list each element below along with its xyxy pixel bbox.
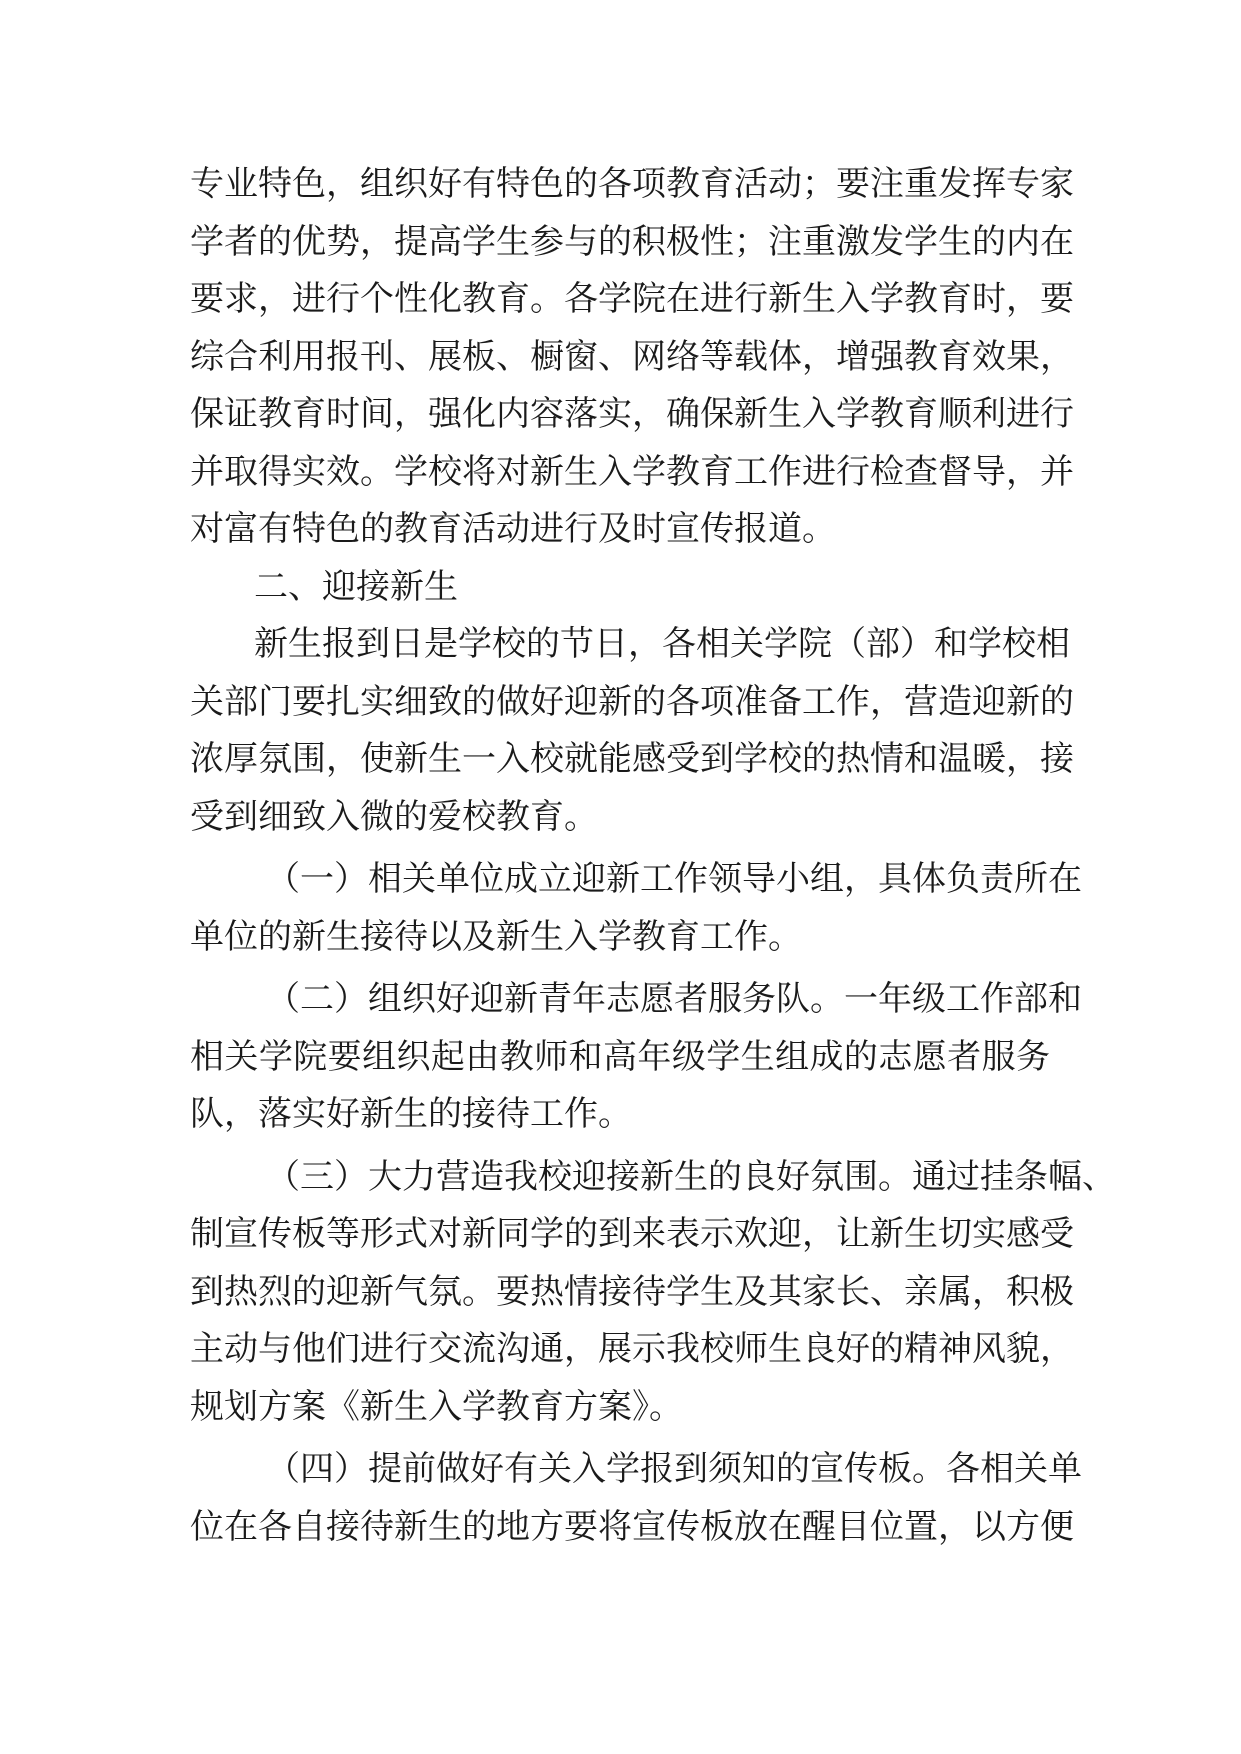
list-item-1 (190, 851, 1082, 966)
text-line: 浓厚氛围，使新生一入校就能感受到学校的热情和温暖，接 (190, 739, 1074, 779)
text-line: 到热烈的迎新气氛。要热情接待学生及其家长、亲属，积极 (190, 1271, 1074, 1312)
text-line: 规划方案《新生入学教育方案》。 (190, 1386, 683, 1427)
list-item-2 (190, 971, 1082, 1144)
list-item-3 (190, 1149, 1116, 1437)
text-line: 专业特色，组织好有特色的各项教育活动；要注重发挥专家 (190, 164, 1074, 204)
text-line: 单位的新生接待以及新生入学教育工作。 (190, 916, 802, 957)
text-line: （一）相关单位成立迎新工作领导小组，具体负责所在 (266, 859, 1082, 899)
text-line: 位在各自接待新生的地方要将宣传板放在醒目位置，以方便 (190, 1506, 1074, 1547)
list-item-4 (190, 1441, 1082, 1556)
heading-text: 二、迎接新生 (254, 566, 458, 607)
text-line: 要求，进行个性化教育。各学院在进行新生入学教育时，要 (190, 279, 1074, 319)
text-line: 新生报到日是学校的节日，各相关学院（部）和学校相 (254, 624, 1070, 664)
paragraph-continuation (190, 156, 1074, 559)
document-body (190, 156, 1116, 1556)
text-line: 主动与他们进行交流沟通，展示我校师生良好的精神风貌， (190, 1329, 1074, 1369)
text-line: 受到细致入微的爱校教育。 (190, 796, 598, 837)
section-heading (190, 559, 1050, 617)
text-line: 对富有特色的教育活动进行及时宣传报道。 (190, 509, 836, 549)
text-line: （四）提前做好有关入学报到须知的宣传板。各相关单 (266, 1449, 1082, 1489)
text-line: 制宣传板等形式对新同学的到来表示欢迎，让新生切实感受 (190, 1214, 1074, 1254)
text-line: （三）大力营造我校迎接新生的良好氛围。通过挂条幅、 (266, 1156, 1116, 1197)
paragraph-welcome (190, 616, 1074, 846)
text-line: 保证教育时间，强化内容落实，确保新生入学教育顺利进行 (190, 394, 1074, 434)
text-line: 相关学院要组织起由教师和高年级学生组成的志愿者服务 (190, 1036, 1050, 1077)
text-line: 关部门要扎实细致的做好迎新的各项准备工作，营造迎新的 (190, 681, 1074, 722)
text-line: （二）组织好迎新青年志愿者服务队。一年级工作部和 (266, 979, 1082, 1019)
text-line: 并取得实效。学校将对新生入学教育工作进行检查督导，并 (190, 451, 1074, 492)
text-line: 学者的优势，提高学生参与的积极性；注重激发学生的内在 (190, 221, 1074, 262)
text-line: 队，落实好新生的接待工作。 (190, 1094, 632, 1134)
text-line: 综合利用报刊、展板、橱窗、网络等载体，增强教育效果， (190, 336, 1074, 377)
